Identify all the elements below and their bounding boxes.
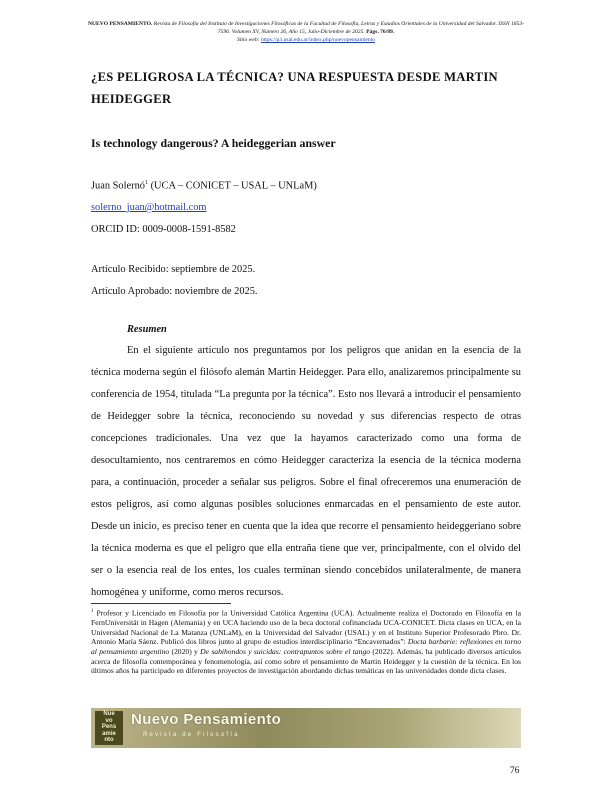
footnote-book2: De sabihondos y suicidas: contrapuntos sobre el tango — [200, 646, 371, 656]
journal-banner — [91, 708, 521, 748]
journal-header — [84, 20, 528, 44]
article-subtitle: Is technology dangerous? A heideggerian answer — [91, 136, 336, 150]
article-title: ¿ES PELIGROSA LA TÉCNICA? UNA RESPUESTA DESDE MARTIN HEIDEGGER — [91, 70, 498, 106]
site-link[interactable]: https://p3.usal.edu.ar/index.php/nuevopensamiento — [260, 37, 375, 43]
banner-journal-name: Nuevo Pensamiento — [131, 711, 282, 728]
logo-line: Pens — [101, 724, 117, 731]
author-line — [91, 180, 317, 191]
author-name: Juan Solernó — [91, 180, 145, 192]
logo-line: Nue — [103, 711, 115, 717]
logo-line: nto — [104, 737, 114, 744]
footnote-divider — [91, 603, 231, 604]
orcid: ORCID ID: 0009-0008-1591-8582 — [91, 224, 236, 235]
footnote-ref[interactable]: 1 — [144, 180, 148, 186]
site-label: Sitio web: — [237, 37, 260, 43]
author-email-link[interactable]: solerno_juan@hotmail.com — [91, 202, 207, 213]
author-affiliation: (UCA – CONICET – USAL – UNLaM) — [147, 180, 317, 192]
page-range: Págs. 76/89. — [366, 29, 395, 35]
abstract-heading: Resumen — [127, 324, 167, 335]
footnote-part1: Profesor y Licenciado en Filosofía por la Universidad Católica Argentina (UCA). Actualmente realiza el Doctorado en Filosofía en la FernUniversität in Hagen (Alemania) y en UCA haciendo uso de la beca doctoral cofinanciada UCA-CONICET. Dicta clases en UCA, en la Universidad Nacional de La Matanza (UNLaM), en la Universidad del Salvador (USAL) y en el Instituto Superior Profesorado Pbro. Dr. Antonio María Sáenz. Publicó dos libros junto al grupo de estudios interdisciplinario “Encavernados”: — [91, 608, 521, 647]
abstract-text: En el siguiente artículo nos preguntamos por los peligros que anidan en la esencia de la técnica moderna según el filósofo alemán Martin Heidegger. Para ello, analizaremos principalmente su conferencia de 1954, titulada “La pregunta por la técnica”. Esto nos llevará a introducir el pensamiento de Heidegger sobre la técnica, reconociendo su novedad y sus diferencias respecto de otras concepciones tradicionales. Una vez que la hayamos caracterizado como una forma de desocultamiento, nos centraremos en cómo Heidegger caracteriza la esencia de la técnica moderna para, a continuación, proceder a señalar sus peligros. Sobre el final ofreceremos una enumeración de estos peligros, así como algunas posibles soluciones enmarcadas en el pensamiento de este autor. Desde un inicio, es preciso tener en cuenta que la idea que recorre el pensamiento heideggeriano sobre la técnica moderna es que el peligro que ella entraña tiene que ver, principalmente, con el olvido del ser o la esencia real de los entes, los cuales terminan siendo concebidos unilateralmente, de manera homogénea y uniforme, como meros recursos. — [91, 345, 521, 598]
logo-line: amie — [102, 730, 116, 737]
footnote-book1: Docta barbarie: reflexiones en torno al pensamiento argentino — [91, 637, 521, 656]
banner-subtitle: Revista de Filosofía — [143, 732, 240, 738]
journal-description: Revista de Filosofía del Instituto de Investigaciones Filosóficas de la Facultad de Filosofía, Letras y Estudios Orientales de la Universidad del Salvador. ISSN 1853-7596. Volumen XV, Número 26, Año 15, Julio-Diciembre de 2025. — [153, 21, 525, 35]
footnote-part2: (2020) y — [169, 646, 201, 656]
footnote-mark: 1 — [91, 609, 94, 614]
received-date: Artículo Recibido: septiembre de 2025. — [91, 264, 256, 275]
approved-date: Artículo Aprobado: noviembre de 2025. — [91, 286, 258, 297]
page-number: 76 — [510, 766, 520, 776]
footnote — [91, 607, 521, 676]
journal-logo — [95, 711, 123, 745]
footnote-part3: (2022). Además, ha publicado diversos artículos acerca de filosofía contemporánea y fenomenología, así como sobre el pensamiento de Martin Heidegger y la cuestión de la técnica. En los últimos años ha participado en diferentes proyectos de investigación abordando dichas temáticas en las universidades donde dicta clases. — [91, 646, 521, 676]
logo-line: vo — [105, 717, 113, 724]
journal-name: NUEVO PENSAMIENTO. — [87, 21, 153, 27]
